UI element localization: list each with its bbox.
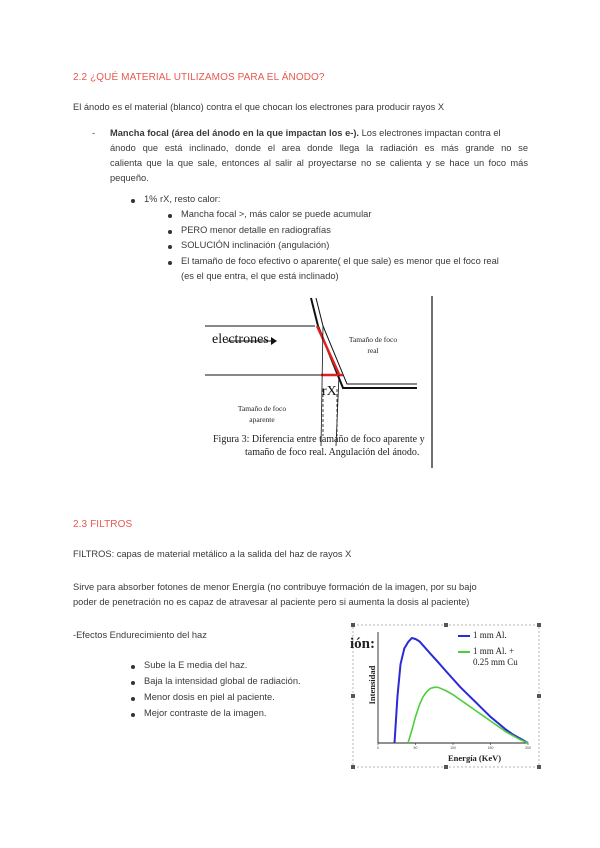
chart-title-fragment: ión: — [350, 636, 376, 652]
effect-bullet-dot — [131, 665, 135, 669]
figure-caption-line-1: tamaño de foco real. Angulación del ánodo. — [245, 447, 420, 458]
x-tick-label: 0 — [377, 746, 379, 750]
focal-line-0: Los electrones impactan contra el — [359, 128, 501, 138]
x-tick-label: 150 — [487, 746, 494, 750]
filters-definition: FILTROS: capas de material metálico a la salida del haz de rayos X — [73, 549, 352, 559]
legend-label-al-cu — [473, 646, 518, 668]
apparent-focus-label-line-1: aparente — [249, 415, 275, 424]
figure-caption — [213, 433, 425, 459]
sub-bullet-3-line-1: (es el que entra, el que está inclinado) — [181, 271, 339, 281]
effect-0: Sube la E media del haz. — [144, 660, 248, 670]
real-focus-label — [343, 334, 403, 356]
effect-bullet-dot — [131, 713, 135, 717]
apparent-focus-label-line-0: Tamaño de foco — [237, 404, 287, 413]
effect-2: Menor dosis en piel al paciente. — [144, 692, 275, 702]
focal-line-2: calienta que la que sale, entonces al salir al proyectarse no se calienta y se hace un foco más — [110, 158, 528, 168]
real-focus-red-line — [317, 326, 339, 374]
focal-spot-paragraph — [110, 126, 528, 186]
apparent-focus-label — [227, 403, 297, 425]
effect-3: Mejor contraste de la imagen. — [144, 708, 267, 718]
sub-bullet-0: Mancha focal >, más calor se puede acumular — [181, 209, 372, 219]
section-heading-filters: 2.3 FILTROS — [73, 519, 133, 530]
sub-bullet-2: SOLUCIÓN inclinación (angulación) — [181, 240, 330, 250]
sub-bullet-dot — [168, 261, 172, 265]
real-focus-label-line-0: Tamaño de foco — [348, 335, 398, 344]
effect-1: Baja la intensidad global de radiación. — [144, 676, 301, 686]
anode-intro: El ánodo es el material (blanco) contra el que chocan los electrones para producir rayos X — [73, 102, 445, 112]
arrow-head-icon — [271, 337, 277, 345]
sub-bullet-dot — [168, 230, 172, 234]
sub-bullet-1: PERO menor detalle en radiografías — [181, 225, 331, 235]
filters-purpose-line-1: poder de penetración no es capaz de atravesar al paciente pero si aumenta la dosis al paciente) — [73, 597, 470, 607]
chart-svg — [348, 620, 544, 772]
resize-handle — [537, 694, 541, 698]
filters-purpose — [73, 580, 477, 610]
bullet-dot — [131, 199, 135, 203]
y-axis-label: Intensidad — [367, 665, 377, 705]
real-focus-label-line-1: real — [367, 346, 379, 355]
filters-purpose-line-0: Sirve para absorber fotones de menor Energía (no contribuye formación de la imagen, por su bajo — [73, 582, 477, 592]
legend-label-al-cu-line-1: 0.25 mm Cu — [473, 657, 518, 667]
resize-handle — [351, 694, 355, 698]
resize-handle — [537, 765, 541, 769]
effect-bullet-dot — [131, 681, 135, 685]
effect-bullet-dot — [131, 697, 135, 701]
resize-handle — [537, 623, 541, 627]
sub-bullet-3 — [181, 254, 499, 284]
sub-bullet-dot — [168, 245, 172, 249]
focal-line-3: pequeño. — [110, 173, 149, 183]
dash-marker: - — [92, 128, 96, 138]
x-tick-label: 100 — [450, 746, 456, 750]
figure-caption-line-0: Figura 3: Diferencia entre tamaño de foco aparente y — [213, 434, 425, 445]
resize-handle — [444, 623, 448, 627]
filter-spectrum-chart[interactable] — [348, 620, 544, 772]
resize-handle — [444, 765, 448, 769]
resize-handle — [351, 623, 355, 627]
resize-handle — [351, 765, 355, 769]
x-tick-label: 200 — [525, 746, 531, 750]
legend-label-al-cu-line-0: 1 mm Al. + — [473, 646, 515, 656]
section-heading-anode: 2.2 ¿QUÉ MATERIAL UTILIZAMOS PARA EL ÁNODO? — [73, 72, 325, 83]
rx-label: rX — [322, 384, 337, 399]
electrones-label: electrones — [212, 332, 269, 347]
x-tick-label: 50 — [413, 746, 418, 750]
sub-bullet-dot — [168, 214, 172, 218]
focal-spot-term: Mancha focal (área del ánodo en la que impactan los e-). — [110, 128, 360, 138]
focal-line-1: ánodo que está inclinado, donde el area donde llega la radiación es más grande no se — [110, 143, 528, 153]
effects-title: -Efectos Endurecimiento del haz — [73, 630, 207, 640]
legend-label-al: 1 mm Al. — [473, 630, 507, 640]
x-axis-label: Energía (KeV) — [448, 753, 502, 763]
sub-bullet-3-line-0: El tamaño de foco efectivo o aparente( el que sale) es menor que el foco real — [181, 256, 499, 266]
anode-angle-figure — [205, 296, 437, 468]
bullet-rx-heat: 1% rX, resto calor: — [144, 194, 221, 204]
